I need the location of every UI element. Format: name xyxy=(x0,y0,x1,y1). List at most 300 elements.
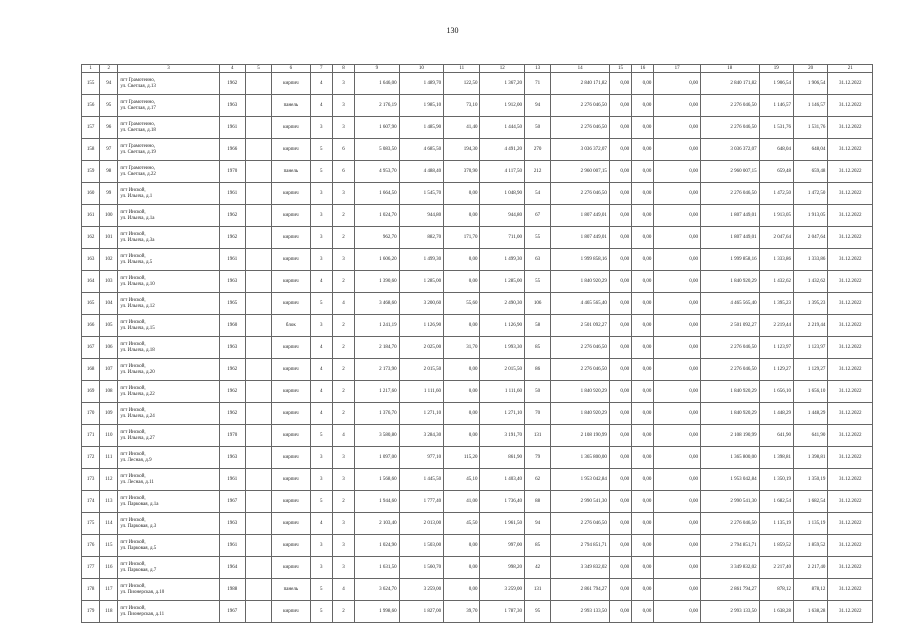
address-cell xyxy=(118,315,219,337)
cell-col-5 xyxy=(245,73,271,95)
cell-col-20: 659,48 xyxy=(793,161,827,183)
cell-col-10: 944,80 xyxy=(399,205,444,227)
cell-col-15: 0,00 xyxy=(609,601,631,623)
cell-col-18: 2 108 190,99 xyxy=(700,425,759,447)
cell-col-7: 3 xyxy=(310,249,332,271)
cell-col-7: 3 xyxy=(310,183,332,205)
cell-col-7: 3 xyxy=(310,447,332,469)
column-header: 16 xyxy=(632,65,654,73)
cell-col-14: 2 993 133,50 xyxy=(551,601,610,623)
cell-col-2: 95 xyxy=(100,95,118,117)
cell-col-4: 1961 xyxy=(219,469,245,491)
cell-col-12: 1 736,40 xyxy=(480,491,525,513)
cell-col-11: 0,00 xyxy=(444,403,480,425)
cell-col-14: 2 276 046,50 xyxy=(551,95,610,117)
cell-col-2: 111 xyxy=(100,447,118,469)
cell-col-17: 0,00 xyxy=(654,271,701,293)
cell-col-10: 882,70 xyxy=(399,227,444,249)
cell-col-5 xyxy=(245,139,271,161)
cell-col-9: 5 083,50 xyxy=(355,139,400,161)
cell-col-13: 67 xyxy=(524,205,550,227)
cell-col-12: 711,00 xyxy=(480,227,525,249)
cell-col-8: 4 xyxy=(332,293,354,315)
cell-col-18: 3 349 832,02 xyxy=(700,557,759,579)
cell-col-13: 270 xyxy=(524,139,550,161)
cell-col-4: 1961 xyxy=(219,535,245,557)
column-header: 4 xyxy=(219,65,245,73)
cell-col-2: 105 xyxy=(100,315,118,337)
cell-col-14: 2 960 007,15 xyxy=(551,161,610,183)
address-line: пгт Инской, xyxy=(120,231,146,237)
cell-col-11: 31,70 xyxy=(444,337,480,359)
cell-col-20: 1 531,76 xyxy=(793,117,827,139)
cell-col-9: 2 176,19 xyxy=(355,95,400,117)
cell-col-16: 0,00 xyxy=(632,161,654,183)
address-line: пгт Грамотеино, xyxy=(120,99,155,105)
cell-col-16: 0,00 xyxy=(632,469,654,491)
cell-col-10: 1 126,90 xyxy=(399,315,444,337)
register-table xyxy=(81,64,873,623)
address-line: ул. Ильича, д.3а xyxy=(120,237,155,243)
cell-col-8: 2 xyxy=(332,227,354,249)
cell-col-8: 3 xyxy=(332,513,354,535)
cell-col-5 xyxy=(245,513,271,535)
cell-col-12: 2 490,30 xyxy=(480,293,525,315)
address-cell xyxy=(118,425,219,447)
cell-col-7: 4 xyxy=(310,271,332,293)
cell-col-20: 878,12 xyxy=(793,579,827,601)
cell-col-21: 31.12.2022 xyxy=(828,359,873,381)
cell-col-1: 165 xyxy=(82,293,100,315)
cell-col-7: 5 xyxy=(310,579,332,601)
address-cell xyxy=(118,95,219,117)
cell-col-14: 4 465 565,40 xyxy=(551,293,610,315)
address-line: пгт Инской, xyxy=(120,275,146,281)
cell-col-16: 0,00 xyxy=(632,117,654,139)
cell-col-19: 648,04 xyxy=(759,139,793,161)
cell-col-13: 85 xyxy=(524,337,550,359)
cell-col-14: 2 990 541,30 xyxy=(551,491,610,513)
cell-col-7: 4 xyxy=(310,95,332,117)
address-cell xyxy=(118,359,219,381)
cell-col-4: 1962 xyxy=(219,205,245,227)
cell-col-7: 4 xyxy=(310,337,332,359)
cell-col-12: 3 259,00 xyxy=(480,579,525,601)
cell-col-2: 100 xyxy=(100,205,118,227)
cell-col-6: блок xyxy=(272,315,310,337)
column-header: 20 xyxy=(793,65,827,73)
cell-col-2: 113 xyxy=(100,491,118,513)
address-line: ул. Ильича, д.5 xyxy=(120,259,153,265)
cell-col-6: кирпич xyxy=(272,447,310,469)
cell-col-1: 170 xyxy=(82,403,100,425)
cell-col-11: 122,50 xyxy=(444,73,480,95)
cell-col-6: кирпич xyxy=(272,205,310,227)
cell-col-10: 1 485,90 xyxy=(399,117,444,139)
cell-col-20: 1 472,50 xyxy=(793,183,827,205)
cell-col-21: 31.12.2022 xyxy=(828,293,873,315)
address-line: пгт Инской, xyxy=(120,363,146,369)
cell-col-15: 0,00 xyxy=(609,491,631,513)
cell-col-8: 2 xyxy=(332,315,354,337)
cell-col-21: 31.12.2022 xyxy=(828,271,873,293)
address-line: пгт Грамотеино, xyxy=(120,77,155,83)
cell-col-17: 0,00 xyxy=(654,403,701,425)
cell-col-19: 1 656,10 xyxy=(759,381,793,403)
cell-col-13: 50 xyxy=(524,381,550,403)
table-row xyxy=(82,249,873,271)
cell-col-5 xyxy=(245,425,271,447)
address-line: пгт Инской, xyxy=(120,473,146,479)
cell-col-17: 0,00 xyxy=(654,447,701,469)
address-cell xyxy=(118,73,219,95)
cell-col-1: 167 xyxy=(82,337,100,359)
cell-col-21: 31.12.2022 xyxy=(828,95,873,117)
cell-col-20: 1 448,29 xyxy=(793,403,827,425)
cell-col-6: панель xyxy=(272,161,310,183)
cell-col-13: 88 xyxy=(524,491,550,513)
column-header: 7 xyxy=(310,65,332,73)
cell-col-9: 1 217,60 xyxy=(355,381,400,403)
cell-col-16: 0,00 xyxy=(632,359,654,381)
cell-col-13: 94 xyxy=(524,95,550,117)
cell-col-7: 4 xyxy=(310,513,332,535)
cell-col-13: 212 xyxy=(524,161,550,183)
cell-col-11: 0,00 xyxy=(444,183,480,205)
cell-col-2: 115 xyxy=(100,535,118,557)
cell-col-18: 2 501 092,27 xyxy=(700,315,759,337)
cell-col-11: 55,60 xyxy=(444,293,480,315)
cell-col-20: 1 135,19 xyxy=(793,513,827,535)
cell-col-21: 31.12.2022 xyxy=(828,557,873,579)
cell-col-12: 4 491,20 xyxy=(480,139,525,161)
table-row xyxy=(82,359,873,381)
cell-col-16: 0,00 xyxy=(632,381,654,403)
cell-col-13: 106 xyxy=(524,293,550,315)
address-line: пгт Инской, xyxy=(120,583,146,589)
cell-col-12: 944,80 xyxy=(480,205,525,227)
table-body xyxy=(82,73,873,623)
cell-col-16: 0,00 xyxy=(632,337,654,359)
table-row xyxy=(82,381,873,403)
cell-col-9: 3 468,60 xyxy=(355,293,400,315)
cell-col-21: 31.12.2022 xyxy=(828,337,873,359)
cell-col-6: кирпич xyxy=(272,491,310,513)
cell-col-16: 0,00 xyxy=(632,403,654,425)
cell-col-13: 54 xyxy=(524,183,550,205)
cell-col-16: 0,00 xyxy=(632,227,654,249)
cell-col-11: 0,00 xyxy=(444,205,480,227)
cell-col-9: 1 646,00 xyxy=(355,73,400,95)
cell-col-19: 1 531,76 xyxy=(759,117,793,139)
cell-col-12: 1 285,00 xyxy=(480,271,525,293)
cell-col-14: 2 276 046,50 xyxy=(551,513,610,535)
column-header: 8 xyxy=(332,65,354,73)
cell-col-20: 1 638,28 xyxy=(793,601,827,623)
column-header: 15 xyxy=(609,65,631,73)
address-cell xyxy=(118,271,219,293)
cell-col-11: 41,40 xyxy=(444,117,480,139)
cell-col-5 xyxy=(245,381,271,403)
cell-col-6: кирпич xyxy=(272,513,310,535)
cell-col-10: 3 284,30 xyxy=(399,425,444,447)
cell-col-16: 0,00 xyxy=(632,425,654,447)
column-header: 10 xyxy=(399,65,444,73)
address-line: ул. Ильича, д.12 xyxy=(120,303,155,309)
cell-col-1: 173 xyxy=(82,469,100,491)
cell-col-15: 0,00 xyxy=(609,469,631,491)
cell-col-1: 162 xyxy=(82,227,100,249)
address-line: ул. Ильича, д.27 xyxy=(120,435,155,441)
cell-col-21: 31.12.2022 xyxy=(828,491,873,513)
cell-col-12: 4 117,50 xyxy=(480,161,525,183)
cell-col-1: 157 xyxy=(82,117,100,139)
cell-col-1: 160 xyxy=(82,183,100,205)
cell-col-19: 659,48 xyxy=(759,161,793,183)
cell-col-14: 1 807 449,01 xyxy=(551,227,610,249)
cell-col-9: 4 953,70 xyxy=(355,161,400,183)
cell-col-8: 3 xyxy=(332,73,354,95)
cell-col-17: 0,00 xyxy=(654,381,701,403)
cell-col-11: 73,10 xyxy=(444,95,480,117)
cell-col-2: 117 xyxy=(100,579,118,601)
cell-col-9: 1 024,70 xyxy=(355,205,400,227)
cell-col-7: 5 xyxy=(310,425,332,447)
cell-col-9: 1 241,19 xyxy=(355,315,400,337)
cell-col-21: 31.12.2022 xyxy=(828,579,873,601)
cell-col-17: 0,00 xyxy=(654,535,701,557)
cell-col-15: 0,00 xyxy=(609,425,631,447)
cell-col-9: 962,70 xyxy=(355,227,400,249)
cell-col-18: 1 840 920,29 xyxy=(700,271,759,293)
column-header: 1 xyxy=(82,65,100,73)
cell-col-5 xyxy=(245,579,271,601)
cell-col-19: 2 219,44 xyxy=(759,315,793,337)
cell-col-19: 1 448,29 xyxy=(759,403,793,425)
address-line: ул. Ильича, д.20 xyxy=(120,369,155,375)
cell-col-19: 2 217,40 xyxy=(759,557,793,579)
cell-col-4: 1962 xyxy=(219,227,245,249)
cell-col-18: 2 990 541,30 xyxy=(700,491,759,513)
cell-col-16: 0,00 xyxy=(632,601,654,623)
cell-col-18: 1 807 449,01 xyxy=(700,227,759,249)
cell-col-8: 2 xyxy=(332,359,354,381)
cell-col-17: 0,00 xyxy=(654,95,701,117)
page-number: 130 xyxy=(446,26,459,35)
cell-col-15: 0,00 xyxy=(609,337,631,359)
cell-col-6: кирпич xyxy=(272,249,310,271)
cell-col-15: 0,00 xyxy=(609,183,631,205)
table-row xyxy=(82,491,873,513)
cell-col-18: 2 840 171,82 xyxy=(700,73,759,95)
cell-col-2: 103 xyxy=(100,271,118,293)
cell-col-20: 1 129,27 xyxy=(793,359,827,381)
cell-col-20: 1 859,52 xyxy=(793,535,827,557)
cell-col-17: 0,00 xyxy=(654,315,701,337)
cell-col-10: 1 489,70 xyxy=(399,73,444,95)
cell-col-13: 58 xyxy=(524,315,550,337)
cell-col-19: 2 047,64 xyxy=(759,227,793,249)
address-cell xyxy=(118,139,219,161)
cell-col-11: 45,50 xyxy=(444,513,480,535)
table-row xyxy=(82,337,873,359)
cell-col-15: 0,00 xyxy=(609,271,631,293)
cell-col-8: 3 xyxy=(332,183,354,205)
cell-col-14: 2 861 794,27 xyxy=(551,579,610,601)
cell-col-17: 0,00 xyxy=(654,469,701,491)
cell-col-16: 0,00 xyxy=(632,271,654,293)
address-line: пгт Инской, xyxy=(120,297,146,303)
address-line: ул. Пионерская, д.10 xyxy=(120,589,165,595)
cell-col-13: 85 xyxy=(524,535,550,557)
cell-col-12: 1 787,30 xyxy=(480,601,525,623)
cell-col-2: 104 xyxy=(100,293,118,315)
cell-col-10: 1 777,40 xyxy=(399,491,444,513)
address-line: пгт Инской, xyxy=(120,209,146,215)
table-row xyxy=(82,557,873,579)
cell-col-21: 31.12.2022 xyxy=(828,183,873,205)
cell-col-20: 1 906,54 xyxy=(793,73,827,95)
cell-col-11: 370,90 xyxy=(444,161,480,183)
cell-col-1: 168 xyxy=(82,359,100,381)
cell-col-12: 3 191,70 xyxy=(480,425,525,447)
cell-col-12: 1 444,50 xyxy=(480,117,525,139)
cell-col-14: 1 953 042,84 xyxy=(551,469,610,491)
cell-col-13: 95 xyxy=(524,601,550,623)
address-line: пгт Инской, xyxy=(120,451,146,457)
cell-col-5 xyxy=(245,293,271,315)
cell-col-12: 861,90 xyxy=(480,447,525,469)
cell-col-15: 0,00 xyxy=(609,447,631,469)
cell-col-13: 55 xyxy=(524,271,550,293)
cell-col-4: 1988 xyxy=(219,579,245,601)
cell-col-19: 1 859,52 xyxy=(759,535,793,557)
cell-col-20: 641,90 xyxy=(793,425,827,447)
cell-col-10: 4 488,40 xyxy=(399,161,444,183)
cell-col-21: 31.12.2022 xyxy=(828,469,873,491)
cell-col-7: 5 xyxy=(310,601,332,623)
cell-col-1: 158 xyxy=(82,139,100,161)
cell-col-17: 0,00 xyxy=(654,557,701,579)
cell-col-1: 164 xyxy=(82,271,100,293)
cell-col-14: 2 840 171,82 xyxy=(551,73,610,95)
cell-col-14: 2 276 046,50 xyxy=(551,359,610,381)
cell-col-16: 0,00 xyxy=(632,491,654,513)
cell-col-1: 179 xyxy=(82,601,100,623)
cell-col-10: 1 827,00 xyxy=(399,601,444,623)
cell-col-19: 1 146,57 xyxy=(759,95,793,117)
cell-col-21: 31.12.2022 xyxy=(828,227,873,249)
cell-col-8: 2 xyxy=(332,381,354,403)
cell-col-9: 3 580,80 xyxy=(355,425,400,447)
address-line: ул. Светлая, д.22 xyxy=(120,171,156,177)
cell-col-21: 31.12.2022 xyxy=(828,73,873,95)
cell-col-9: 2 173,90 xyxy=(355,359,400,381)
cell-col-14: 1 840 920,29 xyxy=(551,403,610,425)
cell-col-5 xyxy=(245,447,271,469)
cell-col-9: 1 944,60 xyxy=(355,491,400,513)
cell-col-1: 178 xyxy=(82,579,100,601)
cell-col-10: 1 503,00 xyxy=(399,535,444,557)
cell-col-7: 4 xyxy=(310,381,332,403)
cell-col-4: 1963 xyxy=(219,271,245,293)
cell-col-9: 1 606,20 xyxy=(355,249,400,271)
cell-col-11: 0,00 xyxy=(444,535,480,557)
cell-col-9: 1 376,70 xyxy=(355,403,400,425)
cell-col-16: 0,00 xyxy=(632,249,654,271)
cell-col-17: 0,00 xyxy=(654,73,701,95)
table-row xyxy=(82,447,873,469)
cell-col-17: 0,00 xyxy=(654,491,701,513)
cell-col-8: 3 xyxy=(332,469,354,491)
cell-col-19: 1 395,23 xyxy=(759,293,793,315)
cell-col-17: 0,00 xyxy=(654,205,701,227)
table-row xyxy=(82,403,873,425)
cell-col-6: кирпич xyxy=(272,425,310,447)
cell-col-17: 0,00 xyxy=(654,359,701,381)
address-line: ул. Ильича, д.1 xyxy=(120,193,153,199)
cell-col-9: 1 998,60 xyxy=(355,601,400,623)
table-row xyxy=(82,183,873,205)
table-row xyxy=(82,293,873,315)
cell-col-6: панель xyxy=(272,579,310,601)
cell-col-14: 2 108 190,99 xyxy=(551,425,610,447)
column-header: 11 xyxy=(444,65,480,73)
address-cell xyxy=(118,403,219,425)
cell-col-10: 2 025,00 xyxy=(399,337,444,359)
address-cell xyxy=(118,447,219,469)
address-line: ул. Ильича, д.18 xyxy=(120,347,155,353)
cell-col-1: 155 xyxy=(82,73,100,95)
cell-col-2: 112 xyxy=(100,469,118,491)
table-row xyxy=(82,205,873,227)
cell-col-9: 2 103,40 xyxy=(355,513,400,535)
cell-col-15: 0,00 xyxy=(609,557,631,579)
cell-col-14: 1 365 800,00 xyxy=(551,447,610,469)
cell-col-20: 1 682,54 xyxy=(793,491,827,513)
cell-col-7: 3 xyxy=(310,117,332,139)
address-line: пгт Инской, xyxy=(120,319,146,325)
column-header: 5 xyxy=(245,65,271,73)
address-line: пгт Инской, xyxy=(120,517,146,523)
cell-col-2: 96 xyxy=(100,117,118,139)
cell-col-4: 1962 xyxy=(219,403,245,425)
cell-col-20: 1 146,57 xyxy=(793,95,827,117)
cell-col-2: 97 xyxy=(100,139,118,161)
address-cell xyxy=(118,161,219,183)
cell-col-6: кирпич xyxy=(272,403,310,425)
cell-col-5 xyxy=(245,271,271,293)
cell-col-14: 3 349 832,02 xyxy=(551,557,610,579)
cell-col-9: 1 024,90 xyxy=(355,535,400,557)
cell-col-8: 3 xyxy=(332,557,354,579)
cell-col-19: 1 333,86 xyxy=(759,249,793,271)
cell-col-18: 3 036 372,07 xyxy=(700,139,759,161)
cell-col-16: 0,00 xyxy=(632,513,654,535)
table-row xyxy=(82,425,873,447)
cell-col-1: 156 xyxy=(82,95,100,117)
cell-col-10: 2 015,50 xyxy=(399,359,444,381)
cell-col-5 xyxy=(245,95,271,117)
cell-col-7: 3 xyxy=(310,557,332,579)
cell-col-14: 1 840 920,29 xyxy=(551,271,610,293)
cell-col-1: 169 xyxy=(82,381,100,403)
address-cell xyxy=(118,535,219,557)
cell-col-7: 5 xyxy=(310,293,332,315)
cell-col-11: 0,00 xyxy=(444,359,480,381)
cell-col-19: 1 432,62 xyxy=(759,271,793,293)
cell-col-10: 1 560,70 xyxy=(399,557,444,579)
